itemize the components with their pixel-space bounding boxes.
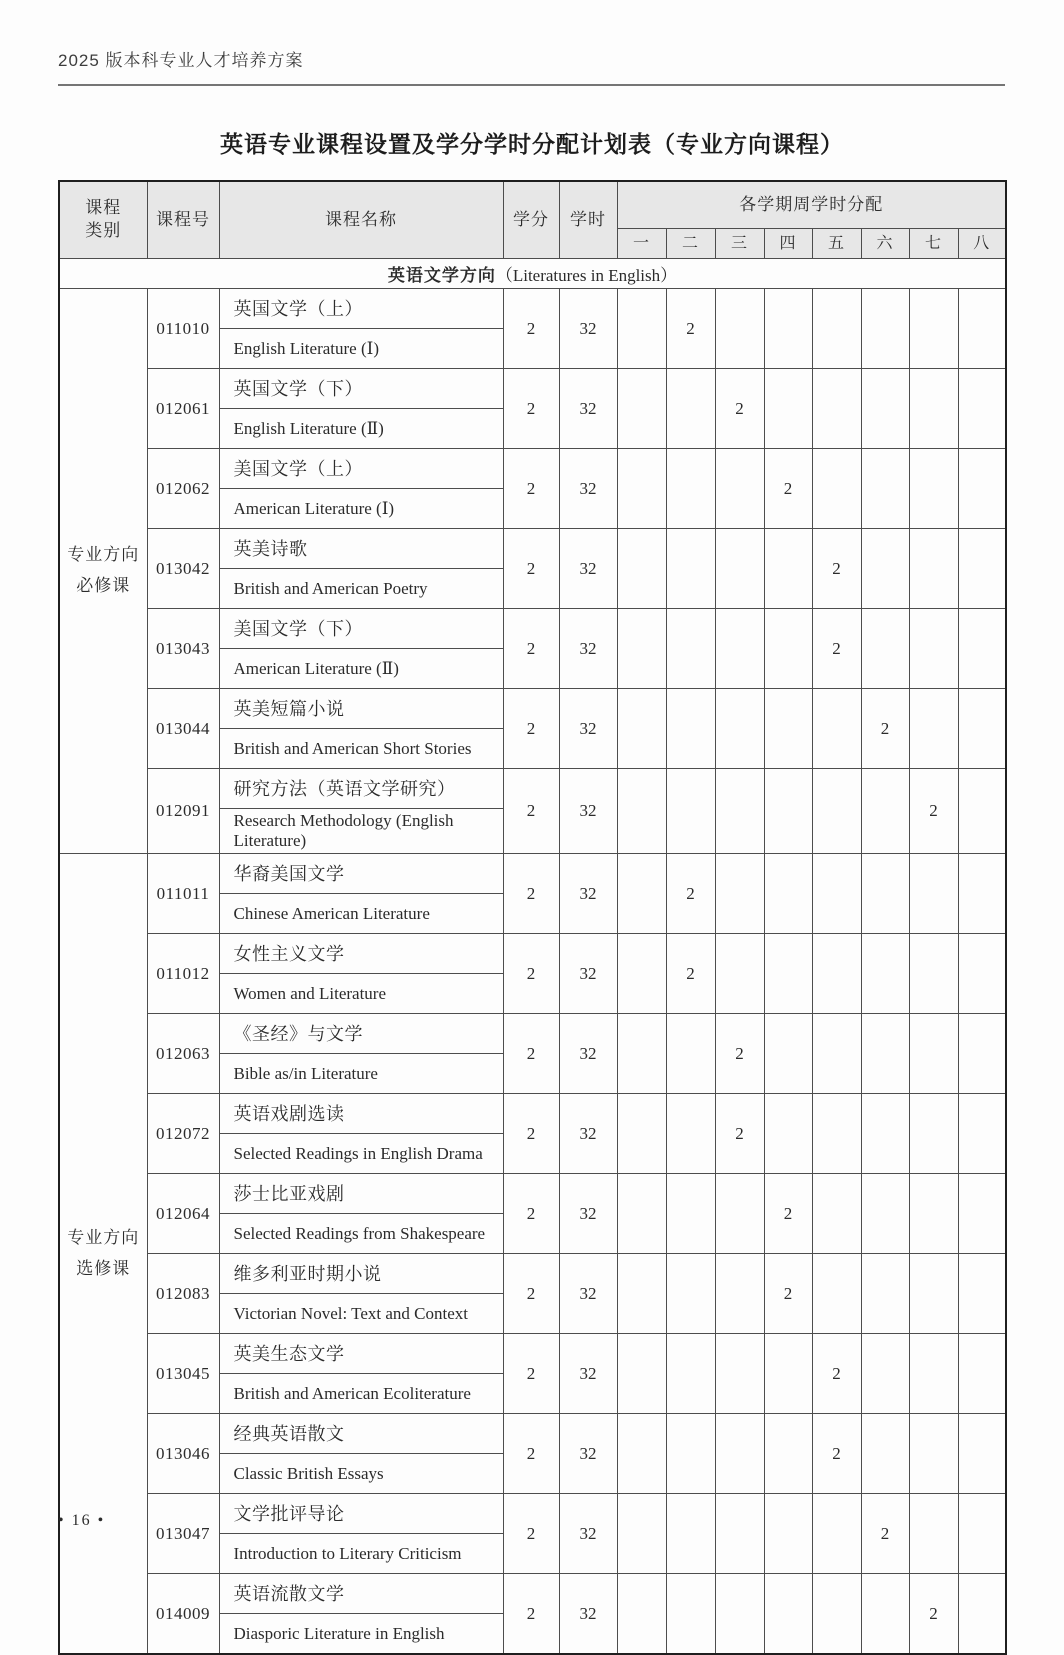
semester-hours-cell: 2 <box>764 1174 812 1254</box>
course-row <box>59 1254 1006 1294</box>
category-line: 必修课 <box>76 576 131 595</box>
course-hours-cell: 32 <box>559 289 617 369</box>
semester-hours-cell <box>909 1094 958 1174</box>
semester-hours-cell <box>958 769 1006 854</box>
name-header-cell: 课程名称 <box>219 181 503 259</box>
semester-hours-cell <box>958 609 1006 689</box>
semester-hours-cell <box>715 1494 764 1574</box>
course-hours-cell: 32 <box>559 854 617 934</box>
section-header-cell <box>59 259 1006 289</box>
course-name-cn-cell: 英语戏剧选读 <box>219 1094 503 1134</box>
course-credits-cell: 2 <box>503 289 559 369</box>
course-hours-cell: 32 <box>559 769 617 854</box>
course-credits-cell: 2 <box>503 1334 559 1414</box>
semester-hours-cell <box>617 854 666 934</box>
semester-hours-cell <box>715 1414 764 1494</box>
category-cell <box>59 289 147 854</box>
semester-hours-cell <box>617 609 666 689</box>
course-name-cn-cell: 英国文学（上） <box>219 289 503 329</box>
course-name-en-cell: Introduction to Literary Criticism <box>219 1534 503 1574</box>
semester-hours-cell <box>617 1334 666 1414</box>
semester-hours-cell <box>861 1014 909 1094</box>
course-name-cn-cell: 英美生态文学 <box>219 1334 503 1374</box>
course-row <box>59 1174 1006 1214</box>
semester-hours-cell <box>958 1334 1006 1414</box>
semester-hours-cell <box>861 529 909 609</box>
semester-hours-cell <box>666 1414 715 1494</box>
semester-hours-cell <box>764 1014 812 1094</box>
semester-hours-cell <box>715 854 764 934</box>
semester-hours-cell <box>812 449 861 529</box>
semester-hours-cell <box>909 609 958 689</box>
semester-hours-cell <box>909 369 958 449</box>
semester-hours-cell <box>617 1254 666 1334</box>
course-hours-cell: 32 <box>559 1414 617 1494</box>
course-hours-cell: 32 <box>559 1174 617 1254</box>
semester-hours-cell <box>812 854 861 934</box>
semester-hours-cell <box>812 1174 861 1254</box>
course-row <box>59 289 1006 329</box>
semester-hours-cell <box>715 689 764 769</box>
course-credits-cell: 2 <box>503 1414 559 1494</box>
course-code-cell: 011010 <box>147 289 219 369</box>
semester-hours-cell <box>666 449 715 529</box>
semester-hours-cell <box>764 369 812 449</box>
semester-hours-cell: 2 <box>812 529 861 609</box>
semester-hours-cell <box>909 529 958 609</box>
course-row <box>59 1494 1006 1534</box>
semester-hours-cell <box>958 854 1006 934</box>
semester-hours-cell <box>861 1334 909 1414</box>
footer-page-number: • 16 • <box>58 1512 106 1529</box>
page-header-text: 2025 版本科专业人才培养方案 <box>58 51 304 70</box>
semester-hours-cell <box>715 609 764 689</box>
semester-group-header-cell: 各学期周学时分配 <box>617 181 1006 229</box>
course-row <box>59 1414 1006 1454</box>
semester-hours-cell <box>666 1574 715 1655</box>
semester-hours-cell: 2 <box>812 1414 861 1494</box>
semester-hours-cell <box>666 369 715 449</box>
semester-hours-cell <box>617 529 666 609</box>
semester-header-cell: 三 <box>715 229 764 259</box>
semester-hours-cell <box>617 1174 666 1254</box>
semester-hours-cell <box>812 1014 861 1094</box>
course-code-cell: 012072 <box>147 1094 219 1174</box>
curriculum-table <box>58 180 1007 1655</box>
semester-hours-cell: 2 <box>715 369 764 449</box>
semester-hours-cell <box>666 1334 715 1414</box>
course-name-cn-cell: 英美短篇小说 <box>219 689 503 729</box>
semester-hours-cell <box>958 1494 1006 1574</box>
course-credits-cell: 2 <box>503 1574 559 1655</box>
semester-hours-cell <box>861 289 909 369</box>
semester-hours-cell <box>764 854 812 934</box>
course-hours-cell: 32 <box>559 1334 617 1414</box>
semester-hours-cell <box>958 1574 1006 1655</box>
course-code-cell: 011012 <box>147 934 219 1014</box>
course-credits-cell: 2 <box>503 769 559 854</box>
semester-hours-cell <box>909 854 958 934</box>
semester-hours-cell <box>715 289 764 369</box>
course-row <box>59 769 1006 809</box>
course-code-cell: 012063 <box>147 1014 219 1094</box>
course-hours-cell: 32 <box>559 1494 617 1574</box>
semester-hours-cell: 2 <box>764 1254 812 1334</box>
course-credits-cell: 2 <box>503 1174 559 1254</box>
course-hours-cell: 32 <box>559 449 617 529</box>
course-name-en-cell: British and American Short Stories <box>219 729 503 769</box>
course-hours-cell: 32 <box>559 1094 617 1174</box>
course-code-cell: 012091 <box>147 769 219 854</box>
course-row <box>59 609 1006 649</box>
semester-hours-cell <box>909 1254 958 1334</box>
semester-hours-cell <box>666 769 715 854</box>
semester-hours-cell <box>909 934 958 1014</box>
semester-hours-cell <box>764 934 812 1014</box>
semester-hours-cell <box>617 1494 666 1574</box>
semester-hours-cell <box>861 854 909 934</box>
semester-hours-cell <box>909 1334 958 1414</box>
category-line: 专业方向 <box>67 545 140 565</box>
header-line: 类别 <box>85 221 122 240</box>
category-line: 专业方向 <box>67 1227 140 1247</box>
semester-header-cell: 一 <box>617 229 666 259</box>
semester-hours-cell <box>617 1014 666 1094</box>
semester-hours-cell <box>861 769 909 854</box>
course-name-en-cell: Selected Readings in English Drama <box>219 1134 503 1174</box>
course-name-cn-cell: 英美诗歌 <box>219 529 503 569</box>
semester-hours-cell <box>764 1494 812 1574</box>
course-name-en-cell: American Literature (Ⅱ) <box>219 649 503 689</box>
course-code-cell: 014009 <box>147 1574 219 1655</box>
course-row <box>59 369 1006 409</box>
course-credits-cell: 2 <box>503 529 559 609</box>
course-row <box>59 1574 1006 1614</box>
semester-hours-cell <box>715 1254 764 1334</box>
course-hours-cell: 32 <box>559 1254 617 1334</box>
semester-header-cell: 六 <box>861 229 909 259</box>
semester-hours-cell <box>617 449 666 529</box>
course-hours-cell: 32 <box>559 1014 617 1094</box>
course-name-en-cell: Classic British Essays <box>219 1454 503 1494</box>
semester-header-cell: 七 <box>909 229 958 259</box>
semester-hours-cell <box>812 1254 861 1334</box>
semester-hours-cell <box>909 449 958 529</box>
semester-hours-cell <box>812 289 861 369</box>
semester-hours-cell <box>958 529 1006 609</box>
semester-hours-cell <box>764 1334 812 1414</box>
semester-hours-cell <box>764 689 812 769</box>
semester-hours-cell <box>958 689 1006 769</box>
course-code-cell: 013044 <box>147 689 219 769</box>
semester-header-cell: 八 <box>958 229 1006 259</box>
course-name-cn-cell: 美国文学（上） <box>219 449 503 489</box>
semester-header-cell: 五 <box>812 229 861 259</box>
course-credits-cell: 2 <box>503 1014 559 1094</box>
course-hours-cell: 32 <box>559 934 617 1014</box>
semester-hours-cell <box>861 1414 909 1494</box>
course-row <box>59 1094 1006 1134</box>
section-title-cn: 英语文学方向 <box>387 266 496 285</box>
course-name-cn-cell: 《圣经》与文学 <box>219 1014 503 1054</box>
semester-hours-cell <box>764 1574 812 1655</box>
semester-hours-cell <box>861 609 909 689</box>
course-row <box>59 1014 1006 1054</box>
course-name-cn-cell: 研究方法（英语文学研究） <box>219 769 503 809</box>
course-hours-cell: 32 <box>559 1574 617 1655</box>
course-name-en-cell: Selected Readings from Shakespeare <box>219 1214 503 1254</box>
course-hours-cell: 32 <box>559 609 617 689</box>
course-row <box>59 934 1006 974</box>
semester-hours-cell <box>764 1414 812 1494</box>
semester-hours-cell <box>715 529 764 609</box>
semester-hours-cell <box>666 1094 715 1174</box>
semester-hours-cell <box>958 1094 1006 1174</box>
semester-hours-cell <box>909 1014 958 1094</box>
header-line: 课程 <box>85 198 122 218</box>
semester-header-cell: 二 <box>666 229 715 259</box>
semester-hours-cell <box>617 689 666 769</box>
semester-hours-cell: 2 <box>861 1494 909 1574</box>
semester-hours-cell <box>812 769 861 854</box>
course-name-cn-cell: 女性主义文学 <box>219 934 503 974</box>
course-code-cell: 012061 <box>147 369 219 449</box>
semester-hours-cell <box>666 689 715 769</box>
semester-hours-cell <box>617 934 666 1014</box>
semester-hours-cell <box>617 769 666 854</box>
course-name-cn-cell: 维多利亚时期小说 <box>219 1254 503 1294</box>
category-header-cell <box>59 181 147 259</box>
semester-hours-cell <box>617 289 666 369</box>
table-body <box>59 259 1006 1655</box>
semester-hours-cell <box>958 1014 1006 1094</box>
course-credits-cell: 2 <box>503 854 559 934</box>
course-name-en-cell: Bible as/in Literature <box>219 1054 503 1094</box>
course-name-en-cell: American Literature (Ⅰ) <box>219 489 503 529</box>
course-name-cn-cell: 英语流散文学 <box>219 1574 503 1614</box>
semester-hours-cell <box>666 1174 715 1254</box>
section-header-row <box>59 259 1006 289</box>
semester-hours-cell <box>909 689 958 769</box>
semester-hours-cell <box>666 1494 715 1574</box>
course-name-cn-cell: 莎士比亚戏剧 <box>219 1174 503 1214</box>
semester-hours-cell <box>958 369 1006 449</box>
semester-hours-cell: 2 <box>666 854 715 934</box>
semester-hours-cell <box>958 449 1006 529</box>
course-code-cell: 013047 <box>147 1494 219 1574</box>
course-name-en-cell: British and American Ecoliterature <box>219 1374 503 1414</box>
semester-hours-cell <box>617 1574 666 1655</box>
course-name-cn-cell: 文学批评导论 <box>219 1494 503 1534</box>
semester-header-cell: 四 <box>764 229 812 259</box>
course-code-cell: 013046 <box>147 1414 219 1494</box>
semester-hours-cell: 2 <box>764 449 812 529</box>
semester-hours-cell <box>617 1414 666 1494</box>
course-row <box>59 854 1006 894</box>
semester-hours-cell: 2 <box>909 1574 958 1655</box>
semester-hours-cell <box>861 1094 909 1174</box>
course-name-en-cell: English Literature (Ⅰ) <box>219 329 503 369</box>
semester-hours-cell <box>861 934 909 1014</box>
course-name-en-cell: Chinese American Literature <box>219 894 503 934</box>
course-credits-cell: 2 <box>503 449 559 529</box>
semester-hours-cell <box>958 1414 1006 1494</box>
semester-hours-cell <box>666 609 715 689</box>
course-code-cell: 012083 <box>147 1254 219 1334</box>
course-credits-cell: 2 <box>503 689 559 769</box>
course-name-en-cell: English Literature (Ⅱ) <box>219 409 503 449</box>
semester-hours-cell <box>861 369 909 449</box>
semester-hours-cell <box>764 529 812 609</box>
semester-hours-cell <box>764 1094 812 1174</box>
semester-hours-cell <box>666 1254 715 1334</box>
semester-hours-cell <box>764 609 812 689</box>
course-name-cn-cell: 华裔美国文学 <box>219 854 503 894</box>
course-name-en-cell: Diasporic Literature in English <box>219 1614 503 1655</box>
course-code-cell: 011011 <box>147 854 219 934</box>
course-credits-cell: 2 <box>503 369 559 449</box>
code-header-cell: 课程号 <box>147 181 219 259</box>
semester-hours-cell <box>909 289 958 369</box>
course-code-cell: 013043 <box>147 609 219 689</box>
course-hours-cell: 32 <box>559 529 617 609</box>
course-credits-cell: 2 <box>503 1494 559 1574</box>
course-credits-cell: 2 <box>503 1254 559 1334</box>
semester-hours-cell: 2 <box>909 769 958 854</box>
semester-hours-cell: 2 <box>812 609 861 689</box>
semester-hours-cell <box>812 1094 861 1174</box>
semester-hours-cell <box>861 449 909 529</box>
semester-hours-cell <box>958 289 1006 369</box>
semester-hours-cell <box>958 934 1006 1014</box>
hours-header-cell: 学时 <box>559 181 617 259</box>
course-name-en-cell: Victorian Novel: Text and Context <box>219 1294 503 1334</box>
course-name-en-cell: Women and Literature <box>219 974 503 1014</box>
section-title-en: （Literatures in English） <box>495 266 678 285</box>
semester-hours-cell: 2 <box>715 1094 764 1174</box>
semester-hours-cell <box>715 1574 764 1655</box>
course-name-cn-cell: 英国文学（下） <box>219 369 503 409</box>
semester-hours-cell: 2 <box>861 689 909 769</box>
semester-hours-cell <box>666 529 715 609</box>
semester-hours-cell <box>617 1094 666 1174</box>
semester-hours-cell <box>958 1174 1006 1254</box>
semester-hours-cell <box>812 689 861 769</box>
course-credits-cell: 2 <box>503 609 559 689</box>
course-credits-cell: 2 <box>503 934 559 1014</box>
page-title: 英语专业课程设置及学分学时分配计划表（专业方向课程） <box>220 131 844 157</box>
semester-hours-cell <box>861 1254 909 1334</box>
course-code-cell: 012062 <box>147 449 219 529</box>
semester-hours-cell: 2 <box>812 1334 861 1414</box>
semester-hours-cell <box>715 769 764 854</box>
semester-hours-cell <box>861 1574 909 1655</box>
course-row <box>59 1334 1006 1374</box>
credits-header-cell: 学分 <box>503 181 559 259</box>
header-rule <box>58 84 1005 86</box>
category-cell <box>59 854 147 1655</box>
course-name-cn-cell: 经典英语散文 <box>219 1414 503 1454</box>
semester-hours-cell <box>812 1574 861 1655</box>
semester-hours-cell <box>909 1174 958 1254</box>
semester-hours-cell <box>958 1254 1006 1334</box>
semester-hours-cell: 2 <box>666 289 715 369</box>
semester-hours-cell <box>909 1494 958 1574</box>
semester-hours-cell <box>812 369 861 449</box>
semester-hours-cell <box>861 1174 909 1254</box>
semester-hours-cell: 2 <box>666 934 715 1014</box>
category-line: 选修课 <box>76 1258 131 1278</box>
course-code-cell: 013045 <box>147 1334 219 1414</box>
course-row <box>59 689 1006 729</box>
semester-hours-cell <box>812 1494 861 1574</box>
semester-hours-cell <box>909 1414 958 1494</box>
semester-hours-cell <box>666 1014 715 1094</box>
table-head <box>59 181 1006 259</box>
semester-hours-cell <box>715 1334 764 1414</box>
semester-hours-cell <box>715 449 764 529</box>
semester-hours-cell <box>715 934 764 1014</box>
course-name-en-cell: Research Methodology (English Literature) <box>219 809 503 854</box>
header-row <box>59 181 1006 229</box>
semester-hours-cell: 2 <box>715 1014 764 1094</box>
course-hours-cell: 32 <box>559 689 617 769</box>
course-code-cell: 013042 <box>147 529 219 609</box>
course-hours-cell: 32 <box>559 369 617 449</box>
semester-hours-cell <box>715 1174 764 1254</box>
course-credits-cell: 2 <box>503 1094 559 1174</box>
semester-hours-cell <box>764 769 812 854</box>
semester-hours-cell <box>617 369 666 449</box>
course-code-cell: 012064 <box>147 1174 219 1254</box>
course-row <box>59 449 1006 489</box>
semester-hours-cell <box>764 289 812 369</box>
course-row <box>59 529 1006 569</box>
semester-hours-cell <box>812 934 861 1014</box>
course-name-cn-cell: 美国文学（下） <box>219 609 503 649</box>
course-name-en-cell: British and American Poetry <box>219 569 503 609</box>
